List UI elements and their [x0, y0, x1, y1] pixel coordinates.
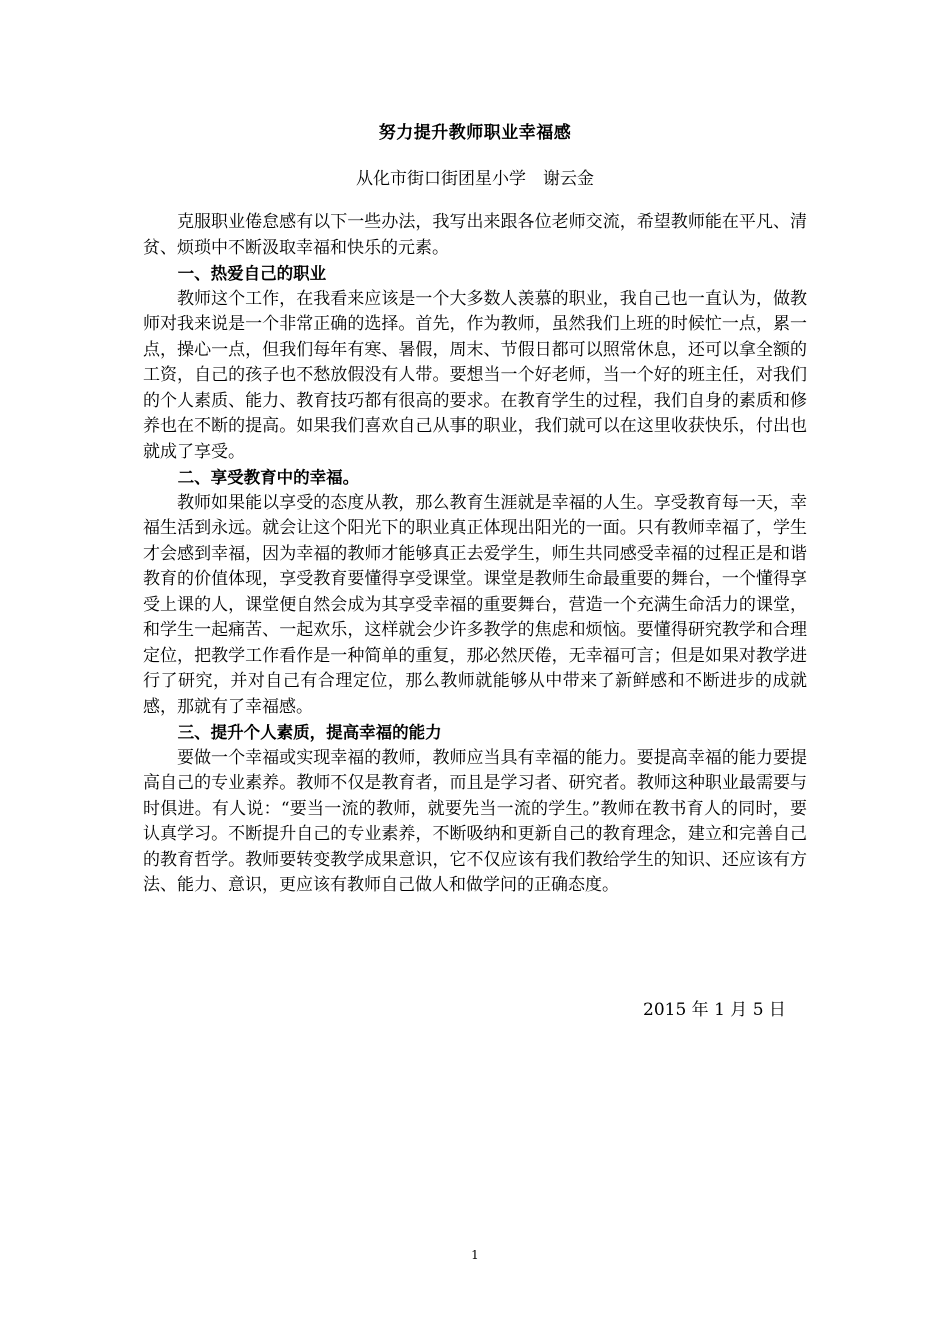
document-title: 努力提升教师职业幸福感 — [378, 123, 572, 143]
section-body-1: 教师这个工作，在我看来应该是一个大多数人羡慕的职业，我自己也一直认为，做教师对我来说是一个非常正确的选择。首先，作为教师，虽然我们上班的时候忙一点，累一点，操心一点，但我们每年有寒、暑假，周末、节假日都可以照常休息，还可以拿全额的工资，自己的孩子也不愁放假没有人带。要想当一个好老师，当一个好的班主任，对我们的个人素质、能力、教育技巧都有很高的要求。在教育学生的过程，我们自身的素质和修养也在不断的提高。如果我们喜欢自己从事的职业，我们就可以在这里收获快乐，付出也就成了享受。 — [143, 288, 807, 462]
section-body-2: 教师如果能以享受的态度从教，那么教育生涯就是幸福的人生。享受教育每一天，幸福生活到永远。就会让这个阳光下的职业真正体现出阳光的一面。只有教师幸福了，学生才会感到幸福，因为幸福的教师才能够真正去爱学生，师生共同感受幸福的过程正是和谐教育的价值体现，享受教育要懂得享受课堂。课堂是教师生命最重要的舞台，一个懂得享受上课的人，课堂便自然会成为其享受幸福的重要舞台，营造一个充满生命活力的课堂，和学生一起痛苦、一起欢乐，这样就会少许多教学的焦虑和烦恼。要懂得研究教学和合理定位，把教学工作看作是一种简单的重复，那必然厌倦，无幸福可言；但是如果对教学进行了研究，并对自己有合理定位，那么教师就能够从中带来了新鲜感和不断进步的成就感，那就有了幸福感。 — [143, 492, 807, 717]
section-heading-1: 一、热爱自己的职业 — [177, 264, 327, 283]
document-date: 2015 年 1 月 5 日 — [643, 1000, 786, 1020]
document-body — [143, 120, 807, 899]
section-heading-3: 三、提升个人素质，提高幸福的能力 — [177, 723, 442, 742]
intro-paragraph: 克服职业倦怠感有以下一些办法，我写出来跟各位老师交流，希望教师能在平凡、清贫、烦琐中不断汲取幸福和快乐的元素。 — [143, 212, 807, 258]
page-number: 1 — [471, 1248, 479, 1262]
section-heading-2: 二、享受教育中的幸福。 — [177, 468, 360, 487]
author-line: 从化市街口街团星小学 谢云金 — [356, 169, 594, 189]
section-body-3: 要做一个幸福或实现幸福的教师，教师应当具有幸福的能力。要提高幸福的能力要提高自己的专业素养。教师不仅是教育者，而且是学习者、研究者。教师这种职业最需要与时俱进。有人说：“要当一流的教师，就要先当一流的学生。”教师在教书育人的同时，要认真学习。不断提升自己的专业素养，不断吸纳和更新自己的教育理念，建立和完善自己的教育哲学。教师要转变教学成果意识，它不仅应该有我们教给学生的知识、还应该有方法、能力、意识，更应该有教师自己做人和做学问的正确态度。 — [143, 747, 807, 895]
